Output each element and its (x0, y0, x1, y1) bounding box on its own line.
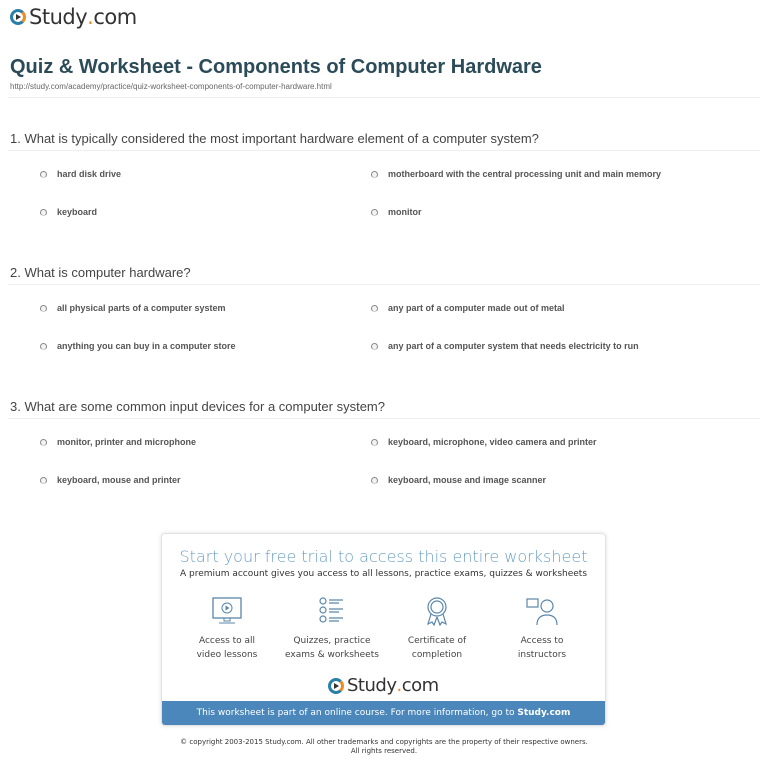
radio-button[interactable] (371, 305, 378, 312)
radio-button[interactable] (371, 343, 378, 350)
feature-quizzes (282, 596, 382, 662)
radio-button[interactable] (40, 477, 47, 484)
play-logo-icon (10, 9, 26, 25)
divider (8, 97, 760, 98)
feature-label: Access to all (198, 636, 256, 646)
banner-text: This worksheet is part of an online course. For more information, go to (196, 708, 518, 718)
option-label: motherboard with the central processing unit and main memory (388, 169, 662, 179)
answer-option[interactable] (371, 207, 422, 217)
radio-button[interactable] (371, 171, 378, 178)
radio-button[interactable] (371, 439, 378, 446)
promo-heading: Start your free trial to access this entire worksheet (179, 547, 588, 566)
answer-option[interactable] (371, 169, 661, 179)
instructor-icon (526, 596, 558, 626)
option-label: keyboard, microphone, video camera and printer (388, 437, 597, 447)
radio-button[interactable] (371, 209, 378, 216)
radio-button[interactable] (40, 343, 47, 350)
option-label: monitor (388, 207, 422, 217)
promo-box (161, 533, 606, 726)
logo-dot: . (396, 675, 402, 696)
logo-text: Study (347, 675, 397, 696)
answer-option[interactable] (371, 341, 639, 351)
answer-option[interactable] (371, 437, 597, 447)
answer-option[interactable] (40, 169, 121, 179)
answer-option[interactable] (40, 475, 181, 485)
divider (8, 150, 760, 151)
question-text: 3. What are some common input devices for a computer system? (10, 399, 385, 414)
option-label: all physical parts of a computer system (57, 303, 226, 313)
option-label: any part of a computer made out of metal (388, 303, 565, 313)
radio-button[interactable] (371, 477, 378, 484)
radio-button[interactable] (40, 439, 47, 446)
answer-option[interactable] (40, 437, 196, 447)
option-label: hard disk drive (57, 169, 122, 179)
option-label: keyboard, mouse and image scanner (388, 475, 547, 485)
answer-option[interactable] (40, 207, 97, 217)
feature-certificate (387, 596, 487, 662)
option-label: monitor, printer and microphone (57, 437, 197, 447)
feature-label: exams & worksheets (285, 650, 379, 660)
divider (8, 284, 760, 285)
option-label: any part of a computer system that needs electricity to run (388, 341, 639, 351)
radio-button[interactable] (40, 305, 47, 312)
feature-video-lessons (177, 596, 277, 662)
radio-button[interactable] (40, 209, 47, 216)
copyright-line: © copyright 2003-2015 Study.com. All other trademarks and copyrights are the property of their respective owners. (180, 738, 588, 746)
answer-option[interactable] (371, 303, 565, 313)
feature-instructors (492, 596, 592, 662)
question-text: 1. What is typically considered the most important hardware element of a computer system? (10, 131, 539, 146)
feature-label: Certificate of (407, 636, 467, 646)
feature-label: completion (411, 650, 463, 660)
page-url: http://study.com/academy/practice/quiz-worksheet-components-of-computer-hardware.html (10, 82, 332, 91)
option-label: keyboard (57, 207, 98, 217)
study-logo[interactable] (10, 5, 137, 29)
play-logo-icon (328, 678, 344, 694)
promo-study-logo[interactable] (328, 675, 439, 696)
option-label: anything you can buy in a computer store (57, 341, 236, 351)
answer-option[interactable] (40, 341, 236, 351)
certificate-icon (421, 596, 453, 626)
logo-suffix: com (401, 675, 439, 696)
logo-dot: . (87, 5, 94, 29)
checklist-icon (316, 596, 348, 626)
logo-text: Study (29, 5, 88, 29)
promo-subheading: A premium account gives you access to all lessons, practice exams, quizzes & worksheets (179, 569, 588, 579)
feature-label: Quizzes, practice (293, 636, 371, 646)
copyright-line: All rights reserved. (350, 747, 418, 755)
divider (8, 418, 760, 419)
answer-option[interactable] (40, 303, 226, 313)
option-label: keyboard, mouse and printer (57, 475, 181, 485)
copyright (0, 738, 768, 756)
video-monitor-icon (211, 596, 243, 626)
banner-link[interactable]: Study.com (517, 708, 571, 718)
question-text: 2. What is computer hardware? (10, 265, 191, 280)
course-banner (162, 701, 605, 725)
logo-suffix: com (93, 5, 137, 29)
feature-label: video lessons (196, 650, 258, 660)
feature-label: instructors (517, 650, 567, 660)
page-title: Quiz & Worksheet - Components of Computer Hardware (10, 56, 542, 78)
feature-label: Access to (520, 636, 564, 646)
radio-button[interactable] (40, 171, 47, 178)
answer-option[interactable] (371, 475, 546, 485)
